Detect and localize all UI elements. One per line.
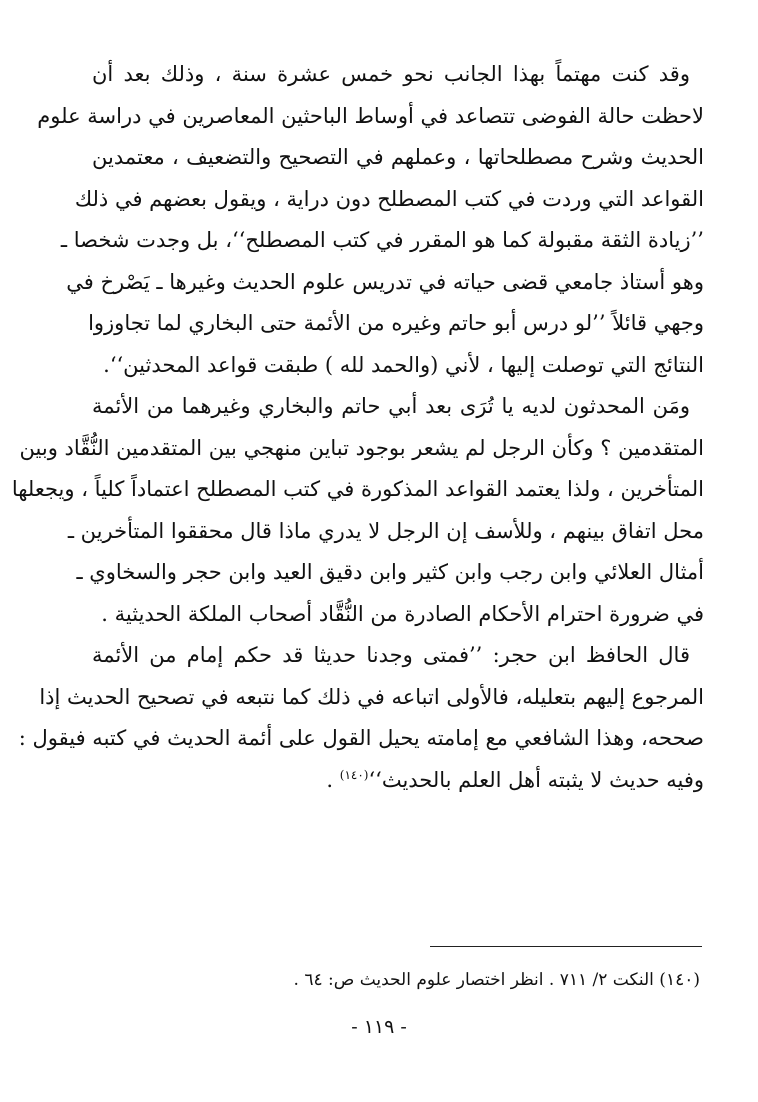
text-line: أمثال العلائي وابن رجب وابن كثير وابن دقيق العيد وابن حجر والسخاوي ـ (76, 560, 704, 584)
footnote-reference: (١٤٠) (339, 767, 369, 782)
text-line: القواعد التي وردت في كتب المصطلح دون دراية ، ويقول بعضهم في ذلك (74, 186, 704, 211)
text-line: المتقدمين ؟ وكأن الرجل لم يشعر بوجود تباين منهجي بين المتقدمين النُّقَّاد وبين (19, 435, 704, 460)
footnote: (١٤٠) النكت ٢/ ٧١١ . انظر اختصار علوم الحديث ص: ٦٤ . (293, 970, 700, 990)
paragraph-1 (37, 54, 704, 386)
text-line: قال الحافظ ابن حجر: ’’فمتى وجدنا حديثا قد حكم إمام من الأئمة (92, 643, 690, 667)
paragraph-3 (18, 635, 704, 801)
text-line: المرجوع إليهم بتعليله، فالأولى اتباعه في ذلك كما نتبعه في تصحيح الحديث إذا (39, 684, 704, 709)
text-line: ومَن المحدثون لديه يا تُرَى بعد أبي حاتم والبخاري وغيرهما من الأئمة (92, 394, 690, 418)
text-line: ’’زيادة الثقة مقبولة كما هو المقرر في كتب المصطلح‘‘، بل وجدت شخصا ـ (60, 228, 704, 252)
main-text (11, 54, 704, 801)
text-line: في ضرورة احترام الأحكام الصادرة من النُّقَّاد أصحاب الملكة الحديثية . (101, 601, 704, 626)
text-line: النتائج التي توصلت إليها ، لأني (والحمد لله ) طبقت قواعد المحدثين‘‘. (103, 352, 704, 377)
text-line: المتأخرين ، ولذا يعتمد القواعد المذكورة في كتب المصطلح اعتماداً كلياً ، ويجعلها (11, 477, 704, 501)
page-number: - ١١٩ - (351, 1016, 407, 1038)
text-line: صححه، وهذا الشافعي مع إمامته يحيل القول على أئمة الحديث في كتبه فيقول : (18, 726, 704, 750)
text-line: وهو أستاذ جامعي قضى حياته في تدريس علوم الحديث وغيرها ـ يَصْرخ في (66, 269, 704, 294)
text-line: وجهي قائلاً ’’لو درس أبو حاتم وغيره من الأئمة حتى البخاري لما تجاوزوا (88, 311, 704, 335)
text-line: لاحظت حالة الفوضى تتصاعد في أوساط الباحثين المعاصرين في دراسة علوم (37, 103, 704, 128)
footnote-divider (430, 946, 702, 947)
text-line: وقد كنت مهتماً بهذا الجانب نحو خمس عشرة سنة ، وذلك بعد أن (92, 62, 690, 86)
paragraph-2 (11, 386, 704, 635)
text-line-with-footnote: وفيه حديث لا يثبته أهل العلم بالحديث‘‘$^{(١٤٠)}$ . (326, 767, 704, 792)
text-line: محل اتفاق بينهم ، وللأسف إن الرجل لا يدري ماذا قال محققوا المتأخرين ـ (67, 518, 704, 543)
text-line: وفيه حديث لا يثبته أهل العلم بالحديث‘‘ (368, 767, 704, 792)
text-line: الحديث وشرح مصطلحاتها ، وعملهم في التصحيح والتضعيف ، معتمدين (92, 145, 704, 169)
